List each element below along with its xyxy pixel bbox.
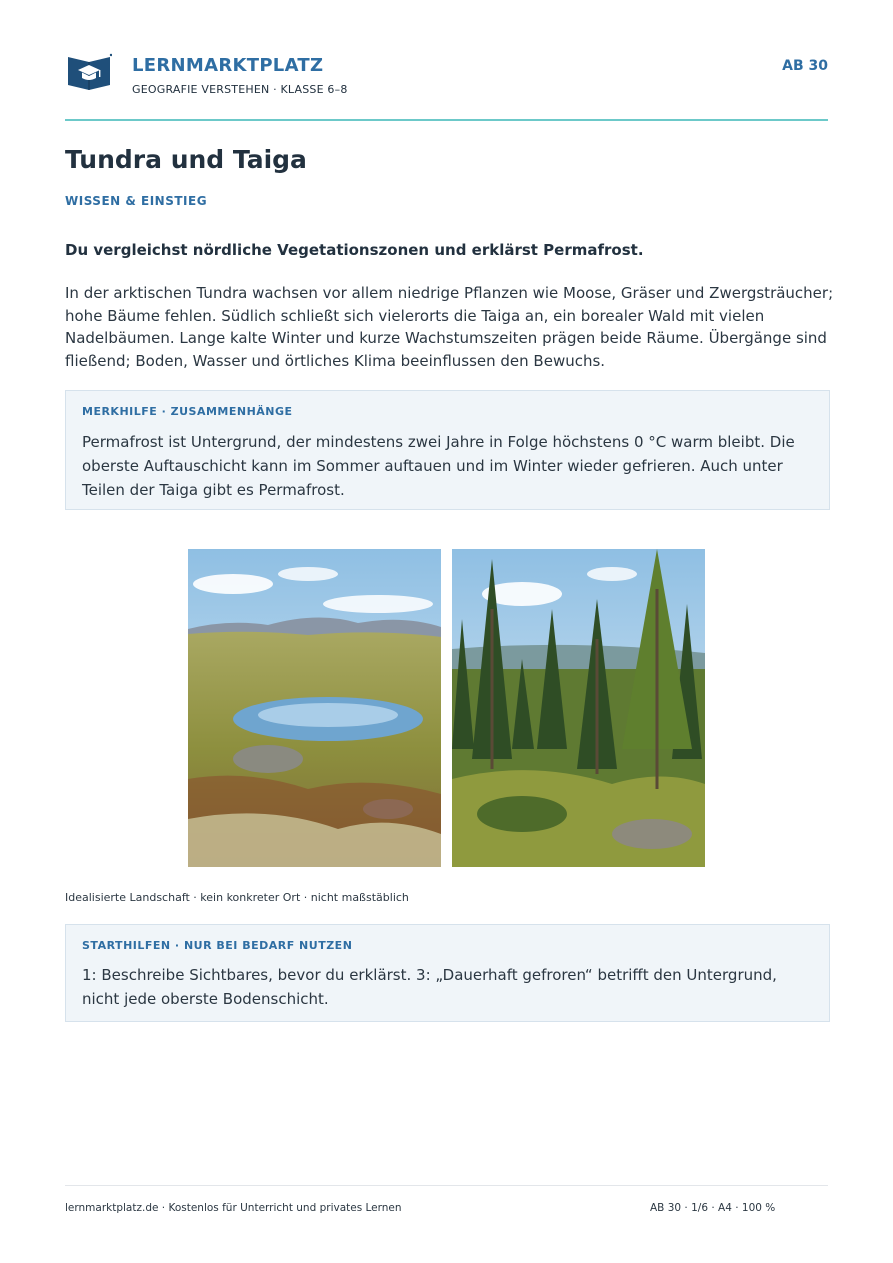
header-divider xyxy=(65,119,828,121)
footer-divider xyxy=(65,1185,828,1186)
starthilfen-text: 1: Beschreibe Sichtbares, bevor du erklärst. 3: „Dauerhaft gefroren“ betrifft den Untergrund, nicht jede oberste Bodenschicht. xyxy=(82,966,777,1008)
figure-caption: Idealisierte Landschaft · kein konkreter Ort · nicht maßstäblich xyxy=(65,891,409,904)
brand-name: LERNMARKTPLATZ xyxy=(132,55,324,76)
taiga-illustration xyxy=(452,549,705,867)
tundra-illustration xyxy=(188,549,441,867)
brand-subtitle: GEOGRAFIE VERSTEHEN · KLASSE 6–8 xyxy=(132,83,348,96)
graduation-book-icon xyxy=(66,53,112,91)
page-title: Tundra und Taiga xyxy=(65,145,307,174)
footer-page-info: AB 30 · 1/6 · A4 · 100 % xyxy=(650,1202,776,1214)
footer-source: lernmarktplatz.de · Kostenlos für Unterricht und privates Lernen xyxy=(65,1202,402,1214)
section-kicker: WISSEN & EINSTIEG xyxy=(65,194,208,208)
starthilfen-label: STARTHILFEN · NUR BEI BEDARF NUTZEN xyxy=(82,939,353,952)
landscape-figure xyxy=(188,549,706,867)
learning-goal: Du vergleichst nördliche Vegetationszonen und erklärst Permafrost. xyxy=(65,241,644,259)
merkhilfe-label: MERKHILFE · ZUSAMMENHÄNGE xyxy=(82,405,293,418)
starthilfen-box xyxy=(65,924,830,1022)
merkhilfe-box xyxy=(65,390,830,510)
merkhilfe-text: Permafrost ist Untergrund, der mindestens zwei Jahre in Folge höchstens 0 °C warm bleibt. Die oberste Auftauschicht kann im Sommer auftauen und im Winter wieder gefrieren. Auch unter Teilen der Taiga gibt es Permafrost. xyxy=(82,433,795,499)
intro-paragraph: In der arktischen Tundra wachsen vor allem niedrige Pflanzen wie Moose, Gräser und Zwergsträucher; hohe Bäume fehlen. Südlich schließt sich vielerorts die Taiga an, ein borealer Wald mit vielen Nadelbäumen. Lange kalte Winter und kurze Wachstumszeiten prägen beide Räume. Übergänge sind fließend; Boden, Wasser und örtliches Klima beeinflussen den Bewuchs. xyxy=(65,284,834,370)
sheet-number: AB 30 xyxy=(782,58,828,74)
